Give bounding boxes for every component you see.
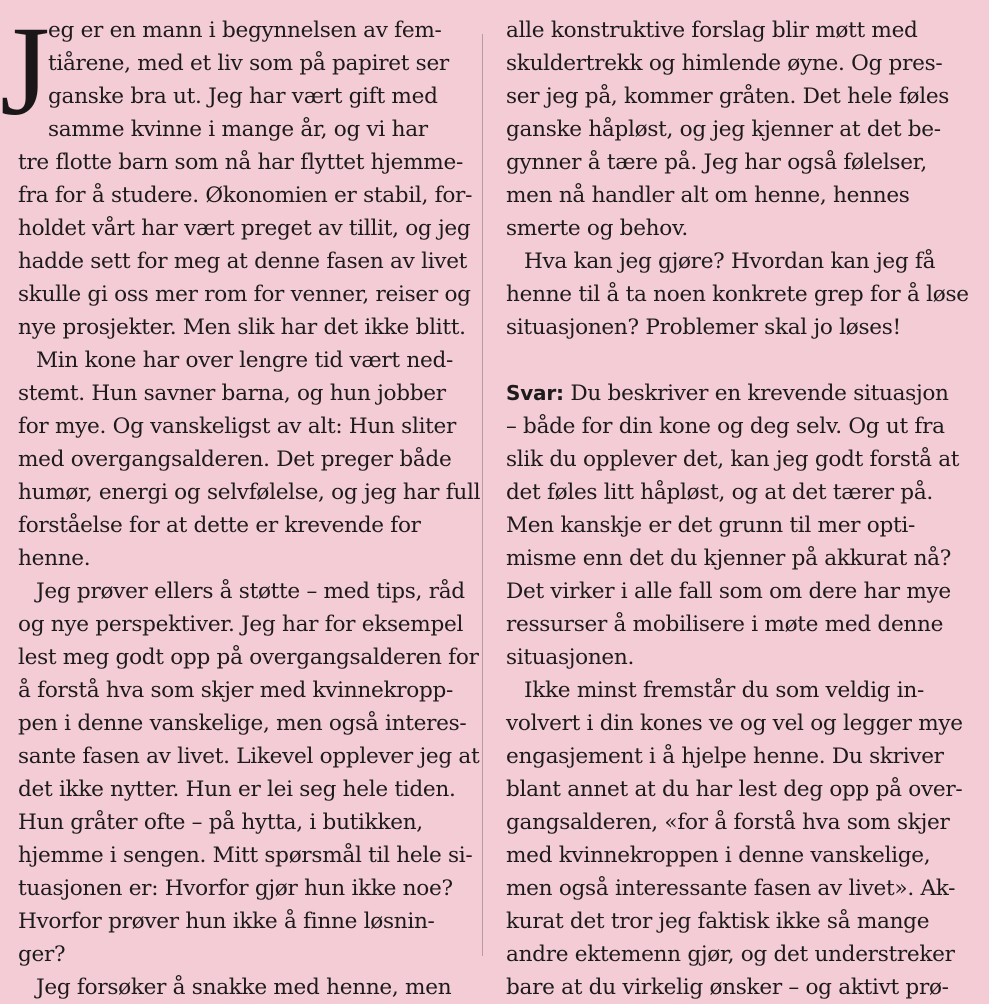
answer-first-line (506, 377, 949, 410)
text-line: stemt. Hun savner barna, og hun jobber (18, 381, 446, 406)
text-line: engasjement i å hjelpe henne. Du skriver (506, 744, 944, 769)
text-line: Jeg forsøker å snakke med henne, men (36, 975, 452, 1000)
text-line: men nå handler alt om henne, hennes (506, 183, 910, 208)
text-line: Hun gråter ofte – på hytta, i butikken, (18, 810, 423, 835)
right-column (506, 14, 969, 1004)
text-line: situasjonen? Problemer skal jo løses! (506, 315, 901, 340)
text-line: skulle gi oss mer rom for venner, reiser og (18, 282, 471, 307)
text-line: slik du opplever det, kan jeg godt forstå at (506, 447, 960, 472)
text-line: henne til å ta noen konkrete grep for å løse (506, 282, 969, 307)
answer-first-text: Du beskriver en krevende situasjon (563, 381, 949, 406)
text-line: volvert i din kones ve og vel og legger mye (506, 711, 963, 736)
text-line: ressurser å mobilisere i møte med denne (506, 612, 944, 637)
text-line: andre ektemenn gjør, og det understreker (506, 942, 955, 967)
text-line: med overgangsalderen. Det preger både (18, 447, 452, 472)
text-line: hjemme i sengen. Mitt spørsmål til hele si- (18, 843, 473, 868)
text-line: Ikke minst fremstår du som veldig in- (524, 678, 924, 703)
text-line: men også interessante fasen av livet». Ak- (506, 876, 956, 901)
text-line: humør, energi og selvfølelse, og jeg har full (18, 480, 481, 505)
text-line: ser jeg på, kommer gråten. Det hele føles (506, 84, 950, 109)
text-line: alle konstruktive forslag blir møtt med (506, 18, 918, 43)
text-line: fra for å studere. Økonomien er stabil, for- (18, 183, 473, 208)
left-column (18, 14, 481, 1004)
text-line: ganske bra ut. Jeg har vært gift med (48, 84, 438, 109)
text-line: misme enn det du kjenner på akkurat nå? (506, 546, 952, 571)
text-line: ger? (18, 942, 66, 967)
answer-label: Svar: (506, 381, 564, 405)
text-line: for mye. Og vanskeligst av alt: Hun sliter (18, 414, 457, 439)
text-line: skuldertrekk og himlende øyne. Og pres- (506, 51, 943, 76)
text-line: Hva kan jeg gjøre? Hvordan kan jeg få (524, 249, 936, 274)
text-line: tuasjonen er: Hvorfor gjør hun ikke noe? (18, 876, 453, 901)
text-line: gangsalderen, «for å forstå hva som skjer (506, 810, 950, 835)
text-line: kurat det tror jeg faktisk ikke så mange (506, 909, 930, 934)
text-line: smerte og behov. (506, 216, 688, 241)
text-line: gynner å tære på. Jeg har også følelser, (506, 150, 927, 175)
text-line: å forstå hva som skjer med kvinnekropp- (18, 678, 454, 703)
text-line: det føles litt håpløst, og at det tærer på. (506, 480, 933, 505)
text-line: nye prosjekter. Men slik har det ikke blitt. (18, 315, 466, 340)
text-line: hadde sett for meg at denne fasen av livet (18, 249, 468, 274)
text-line: holdet vårt har vært preget av tillit, og jeg (18, 216, 471, 241)
text-line: – både for din kone og deg selv. Og ut fra (506, 414, 945, 439)
text-line: eg er en mann i begynnelsen av fem- (48, 18, 442, 43)
column-divider (482, 34, 483, 956)
text-line: ganske håpløst, og jeg kjenner at det be- (506, 117, 941, 142)
text-line: Hvorfor prøver hun ikke å finne løsnin- (18, 909, 435, 934)
text-line: Min kone har over lengre tid vært ned- (36, 348, 453, 373)
text-line: lest meg godt opp på overgangsalderen for (18, 645, 479, 670)
text-line: med kvinnekroppen i denne vanskelige, (506, 843, 931, 868)
text-line: og nye perspektiver. Jeg har for eksempel (18, 612, 464, 637)
text-line: tre flotte barn som nå har flyttet hjemme- (18, 150, 463, 175)
text-line: situasjonen. (506, 645, 635, 670)
text-line: samme kvinne i mange år, og vi har (48, 117, 428, 142)
text-line: bare at du virkelig ønsker – og aktivt prø- (506, 975, 949, 1000)
text-line: forståelse for at dette er krevende for (18, 513, 421, 538)
text-line: Det virker i alle fall som om dere har mye (506, 579, 951, 604)
text-line: Men kanskje er det grunn til mer opti- (506, 513, 915, 538)
text-line: Jeg prøver ellers å støtte – med tips, råd (36, 579, 465, 604)
text-line: tiårene, med et liv som på papiret ser (48, 51, 449, 76)
text-line: sante fasen av livet. Likevel opplever jeg at (18, 744, 480, 769)
text-line: blant annet at du har lest deg opp på over- (506, 777, 963, 802)
text-line: henne. (18, 546, 91, 571)
drop-cap: J (0, 0, 50, 142)
text-line: det ikke nytter. Hun er lei seg hele tiden. (18, 777, 456, 802)
text-line: pen i denne vanskelige, men også interes- (18, 711, 467, 736)
